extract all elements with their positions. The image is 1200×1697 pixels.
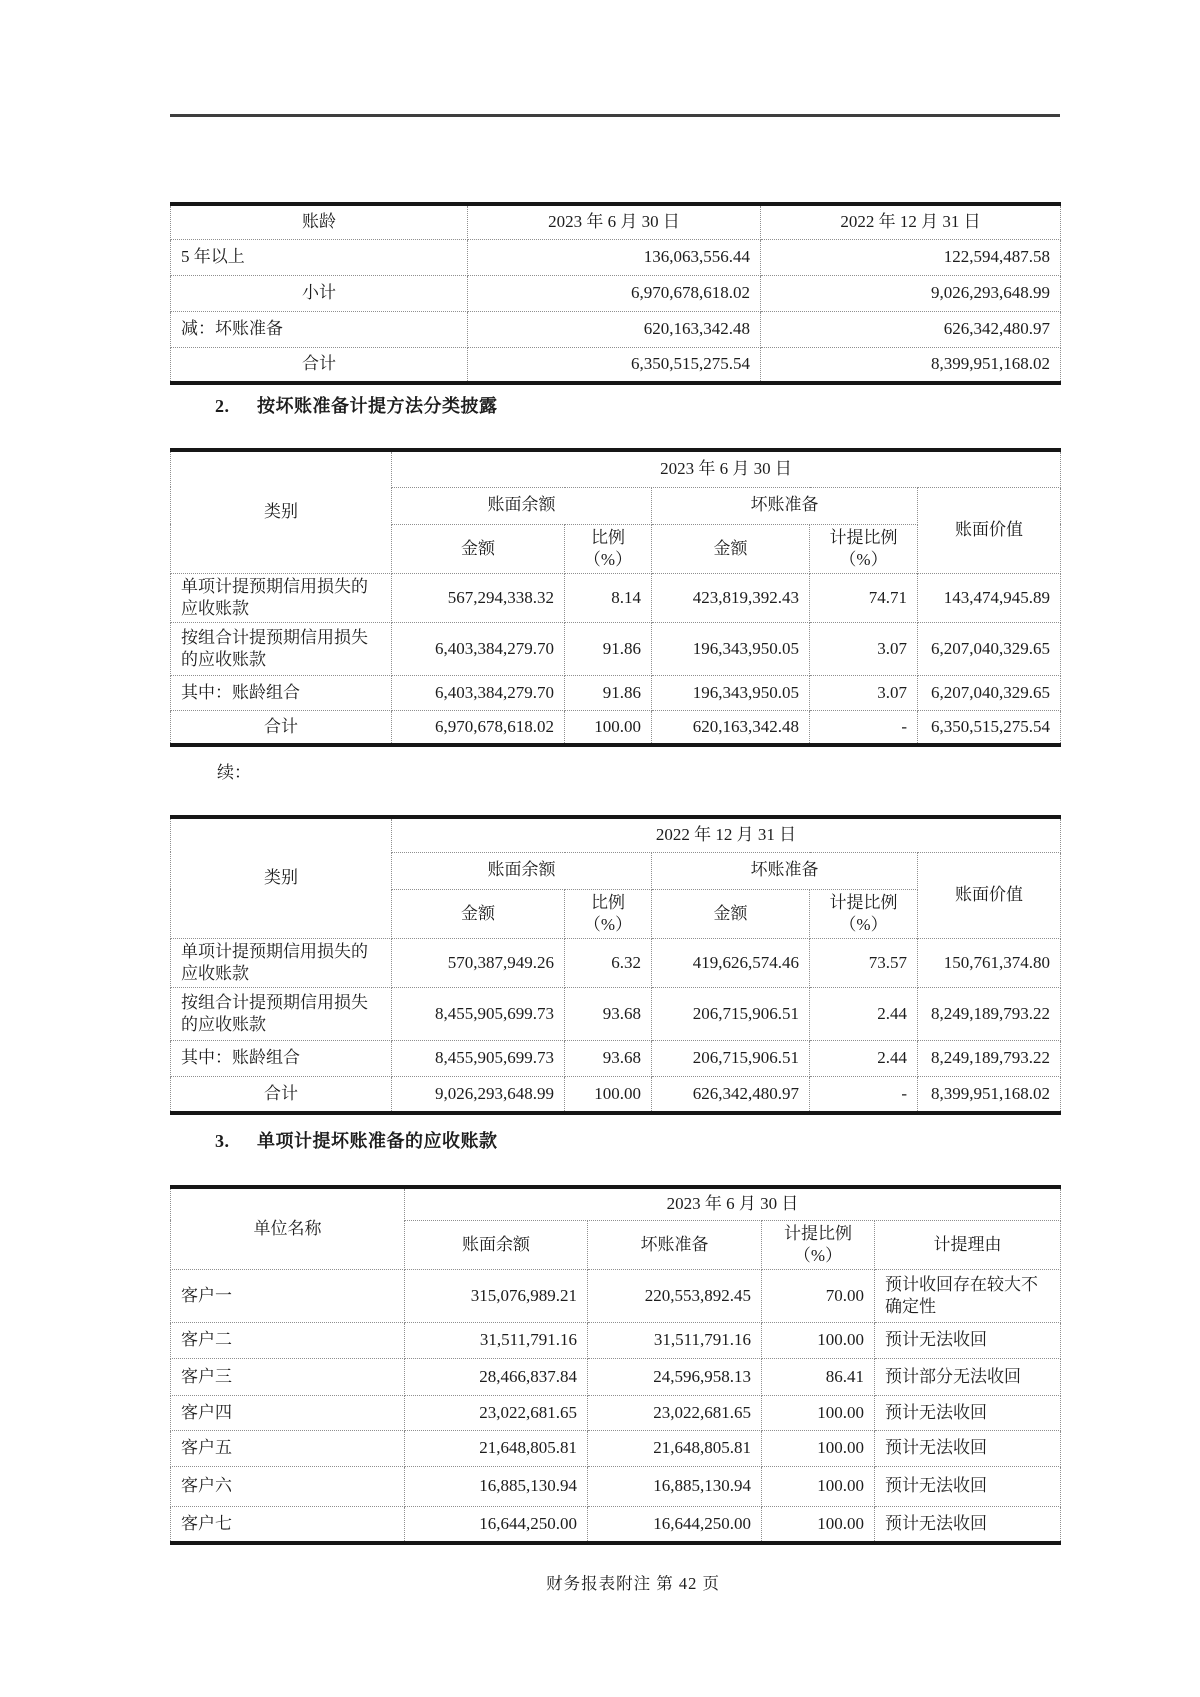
ratio-cell: 100.00 bbox=[565, 1076, 652, 1113]
book-value-header: 账面价值 bbox=[918, 487, 1061, 573]
bad-debt-header: 坏账准备 bbox=[652, 852, 918, 889]
amount-header: 金额 bbox=[392, 524, 565, 573]
category-cell: 其中：账龄组合 bbox=[171, 675, 392, 710]
aging-col-header: 账龄 bbox=[171, 204, 468, 239]
amount-header: 金额 bbox=[652, 524, 810, 573]
provision-ratio-header: 计提比例（%） bbox=[810, 524, 918, 573]
provision-ratio-cell: 100.00 bbox=[762, 1506, 875, 1543]
aging-label-cell: 减：坏账准备 bbox=[171, 311, 468, 347]
book-balance-cell: 21,648,805.81 bbox=[405, 1430, 588, 1466]
table-row bbox=[171, 1430, 1061, 1466]
book-value-cell: 6,207,040,329.65 bbox=[918, 622, 1061, 675]
table-row bbox=[171, 573, 1061, 622]
book-balance-cell: 28,466,837.84 bbox=[405, 1358, 588, 1395]
value-2022-cell: 9,026,293,648.99 bbox=[761, 275, 1061, 311]
bad-debt-cell: 626,342,480.97 bbox=[652, 1076, 810, 1113]
table-row bbox=[171, 1466, 1061, 1506]
bad-debt-header: 坏账准备 bbox=[652, 487, 918, 524]
date-header-row bbox=[171, 1187, 1061, 1220]
value-2023-cell: 136,063,556.44 bbox=[468, 239, 761, 275]
amount-cell: 570,387,949.26 bbox=[392, 938, 565, 987]
category-cell: 按组合计提预期信用损失的应收账款 bbox=[171, 622, 392, 675]
ratio-header: 比例（%） bbox=[565, 524, 652, 573]
total-row bbox=[171, 710, 1061, 745]
ratio-cell: 93.68 bbox=[565, 1040, 652, 1076]
book-value-cell: 8,399,951,168.02 bbox=[918, 1076, 1061, 1113]
bad-debt-cell: 16,885,130.94 bbox=[588, 1466, 762, 1506]
customer-name-cell: 客户四 bbox=[171, 1395, 405, 1430]
amount-cell: 6,403,384,279.70 bbox=[392, 675, 565, 710]
provision-ratio-cell: 70.00 bbox=[762, 1269, 875, 1322]
book-value-cell: 8,249,189,793.22 bbox=[918, 987, 1061, 1040]
book-balance-header: 账面余额 bbox=[392, 487, 652, 524]
bad-debt-cell: 31,511,791.16 bbox=[588, 1322, 762, 1358]
ratio-header: 比例（%） bbox=[565, 889, 652, 938]
table-row bbox=[171, 1040, 1061, 1076]
ratio-cell: 91.86 bbox=[565, 675, 652, 710]
table-row bbox=[171, 275, 1061, 311]
bad-debt-cell: 206,715,906.51 bbox=[652, 1040, 810, 1076]
section-number: 2. bbox=[215, 396, 230, 416]
unit-name-col-header: 单位名称 bbox=[171, 1187, 405, 1269]
ratio-cell: 100.00 bbox=[565, 710, 652, 745]
provision-ratio-cell: 3.07 bbox=[810, 675, 918, 710]
aging-header-row bbox=[171, 204, 1061, 239]
table-row bbox=[171, 1395, 1061, 1430]
provision-ratio-header: 计提比例（%） bbox=[810, 889, 918, 938]
bad-debt-header: 坏账准备 bbox=[588, 1220, 762, 1269]
bad-debt-cell: 196,343,950.05 bbox=[652, 622, 810, 675]
book-balance-cell: 16,644,250.00 bbox=[405, 1506, 588, 1543]
continued-label: 续： bbox=[217, 763, 251, 782]
ratio-cell: 6.32 bbox=[565, 938, 652, 987]
provision-ratio-cell: 100.00 bbox=[762, 1430, 875, 1466]
book-balance-cell: 23,022,681.65 bbox=[405, 1395, 588, 1430]
section-title: 按坏账准备计提方法分类披露 bbox=[257, 396, 498, 416]
table-row bbox=[171, 1322, 1061, 1358]
provision-ratio-cell: - bbox=[810, 710, 918, 745]
amount-cell: 9,026,293,648.99 bbox=[392, 1076, 565, 1113]
bad-debt-cell: 419,626,574.46 bbox=[652, 938, 810, 987]
book-value-cell: 6,207,040,329.65 bbox=[918, 675, 1061, 710]
bad-debt-cell: 24,596,958.13 bbox=[588, 1358, 762, 1395]
customer-name-cell: 客户七 bbox=[171, 1506, 405, 1543]
table-row bbox=[171, 1269, 1061, 1322]
book-value-cell: 6,350,515,275.54 bbox=[918, 710, 1061, 745]
book-balance-header: 账面余额 bbox=[405, 1220, 588, 1269]
value-2023-cell: 6,970,678,618.02 bbox=[468, 275, 761, 311]
category-cell: 合计 bbox=[171, 1076, 392, 1113]
customer-name-cell: 客户六 bbox=[171, 1466, 405, 1506]
provision-reason-cell: 预计无法收回 bbox=[875, 1322, 1061, 1358]
value-2023-cell: 620,163,342.48 bbox=[468, 311, 761, 347]
table-row bbox=[171, 311, 1061, 347]
table-row bbox=[171, 1358, 1061, 1395]
provision-ratio-cell: 2.44 bbox=[810, 987, 918, 1040]
aging-label-cell: 合计 bbox=[171, 347, 468, 383]
bad-debt-cell: 620,163,342.48 bbox=[652, 710, 810, 745]
category-cell: 合计 bbox=[171, 710, 392, 745]
book-balance-cell: 315,076,989.21 bbox=[405, 1269, 588, 1322]
aging-table bbox=[170, 202, 1061, 385]
provision-ratio-cell: 100.00 bbox=[762, 1395, 875, 1430]
book-value-header: 账面价值 bbox=[918, 852, 1061, 938]
provision-reason-cell: 预计无法收回 bbox=[875, 1506, 1061, 1543]
ratio-cell: 8.14 bbox=[565, 573, 652, 622]
table-row bbox=[171, 622, 1061, 675]
table-row bbox=[171, 675, 1061, 710]
table-row bbox=[171, 987, 1061, 1040]
aging-label-cell: 小计 bbox=[171, 275, 468, 311]
category-col-header: 类别 bbox=[171, 817, 392, 938]
provision-reason-cell: 预计收回存在较大不确定性 bbox=[875, 1269, 1061, 1322]
customer-name-cell: 客户三 bbox=[171, 1358, 405, 1395]
bad-debt-cell: 220,553,892.45 bbox=[588, 1269, 762, 1322]
bad-debt-cell: 423,819,392.43 bbox=[652, 573, 810, 622]
header-rule bbox=[170, 114, 1060, 117]
provision-ratio-cell: 100.00 bbox=[762, 1466, 875, 1506]
provision-ratio-cell: 86.41 bbox=[762, 1358, 875, 1395]
category-cell: 其中：账龄组合 bbox=[171, 1040, 392, 1076]
category-col-header: 类别 bbox=[171, 450, 392, 573]
provision-ratio-cell: 74.71 bbox=[810, 573, 918, 622]
ratio-cell: 93.68 bbox=[565, 987, 652, 1040]
amount-cell: 6,403,384,279.70 bbox=[392, 622, 565, 675]
book-balance-header: 账面余额 bbox=[392, 852, 652, 889]
classification-table-2023 bbox=[170, 448, 1061, 747]
section-number: 3. bbox=[215, 1131, 230, 1151]
date-header: 2023 年 6 月 30 日 bbox=[405, 1187, 1061, 1220]
value-2023-cell: 6,350,515,275.54 bbox=[468, 347, 761, 383]
customer-name-cell: 客户二 bbox=[171, 1322, 405, 1358]
table-row bbox=[171, 938, 1061, 987]
bad-debt-cell: 21,648,805.81 bbox=[588, 1430, 762, 1466]
date-header: 2023 年 6 月 30 日 bbox=[392, 450, 1061, 487]
provision-ratio-cell: 3.07 bbox=[810, 622, 918, 675]
provision-ratio-header: 计提比例（%） bbox=[762, 1220, 875, 1269]
page-footer: 财务报表附注 第 42 页 bbox=[546, 1574, 720, 1593]
date-2023-col-header: 2023 年 6 月 30 日 bbox=[468, 204, 761, 239]
provision-reason-cell: 预计无法收回 bbox=[875, 1466, 1061, 1506]
customer-name-cell: 客户一 bbox=[171, 1269, 405, 1322]
category-cell: 单项计提预期信用损失的应收账款 bbox=[171, 938, 392, 987]
category-cell: 按组合计提预期信用损失的应收账款 bbox=[171, 987, 392, 1040]
book-value-cell: 150,761,374.80 bbox=[918, 938, 1061, 987]
date-header-row bbox=[171, 450, 1061, 487]
book-value-cell: 143,474,945.89 bbox=[918, 573, 1061, 622]
section-2-heading bbox=[170, 392, 1060, 418]
book-balance-cell: 16,885,130.94 bbox=[405, 1466, 588, 1506]
aging-label-cell: 5 年以上 bbox=[171, 239, 468, 275]
provision-ratio-cell: 100.00 bbox=[762, 1322, 875, 1358]
provision-reason-header: 计提理由 bbox=[875, 1220, 1061, 1269]
bad-debt-cell: 206,715,906.51 bbox=[652, 987, 810, 1040]
amount-cell: 8,455,905,699.73 bbox=[392, 1040, 565, 1076]
bad-debt-cell: 23,022,681.65 bbox=[588, 1395, 762, 1430]
amount-cell: 567,294,338.32 bbox=[392, 573, 565, 622]
amount-cell: 6,970,678,618.02 bbox=[392, 710, 565, 745]
category-cell: 单项计提预期信用损失的应收账款 bbox=[171, 573, 392, 622]
date-header-row bbox=[171, 817, 1061, 852]
total-row bbox=[171, 1076, 1061, 1113]
classification-table-2022 bbox=[170, 815, 1061, 1115]
ratio-cell: 91.86 bbox=[565, 622, 652, 675]
provision-ratio-cell: 2.44 bbox=[810, 1040, 918, 1076]
section-3-heading bbox=[170, 1127, 1060, 1153]
bad-debt-cell: 196,343,950.05 bbox=[652, 675, 810, 710]
provision-reason-cell: 预计部分无法收回 bbox=[875, 1358, 1061, 1395]
customer-name-cell: 客户五 bbox=[171, 1430, 405, 1466]
provision-ratio-cell: - bbox=[810, 1076, 918, 1113]
provision-reason-cell: 预计无法收回 bbox=[875, 1395, 1061, 1430]
amount-header: 金额 bbox=[392, 889, 565, 938]
individual-provision-table bbox=[170, 1185, 1061, 1545]
provision-reason-cell: 预计无法收回 bbox=[875, 1430, 1061, 1466]
value-2022-cell: 122,594,487.58 bbox=[761, 239, 1061, 275]
book-value-cell: 8,249,189,793.22 bbox=[918, 1040, 1061, 1076]
amount-cell: 8,455,905,699.73 bbox=[392, 987, 565, 1040]
date-2022-col-header: 2022 年 12 月 31 日 bbox=[761, 204, 1061, 239]
value-2022-cell: 626,342,480.97 bbox=[761, 311, 1061, 347]
table-row bbox=[171, 1506, 1061, 1543]
table-row bbox=[171, 347, 1061, 383]
value-2022-cell: 8,399,951,168.02 bbox=[761, 347, 1061, 383]
amount-header: 金额 bbox=[652, 889, 810, 938]
date-header: 2022 年 12 月 31 日 bbox=[392, 817, 1061, 852]
section-title: 单项计提坏账准备的应收账款 bbox=[257, 1131, 498, 1151]
provision-ratio-cell: 73.57 bbox=[810, 938, 918, 987]
bad-debt-cell: 16,644,250.00 bbox=[588, 1506, 762, 1543]
book-balance-cell: 31,511,791.16 bbox=[405, 1322, 588, 1358]
table-row bbox=[171, 239, 1061, 275]
